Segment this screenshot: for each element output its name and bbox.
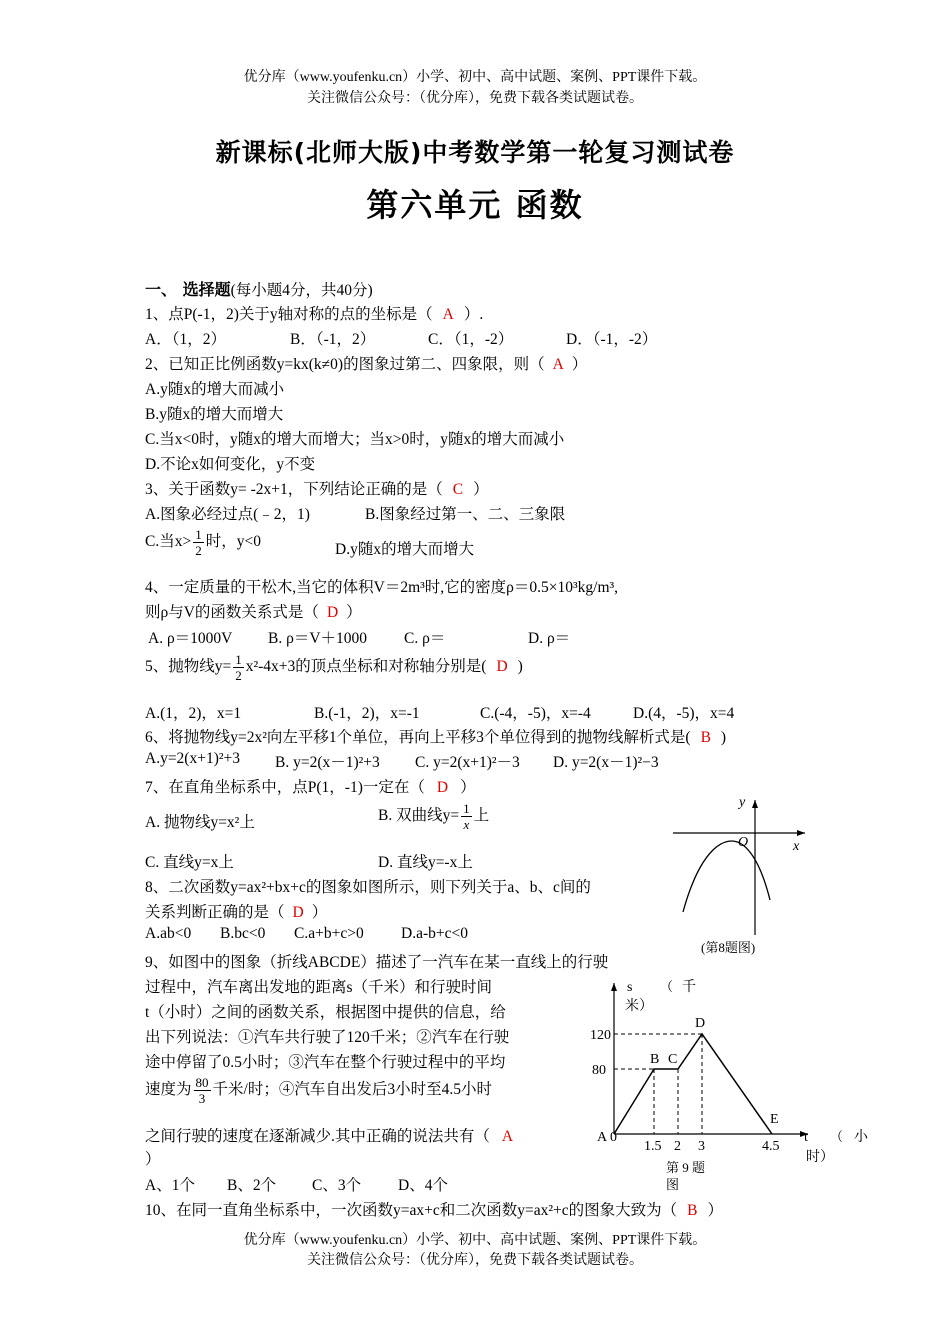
q9-option-c: C、3个 [312, 1177, 362, 1194]
q9-caption-2: 图 [666, 1177, 680, 1192]
q9-s-unit-1: （ [660, 979, 674, 994]
q8-parabola [683, 841, 770, 912]
q5-option-d: D.(4，-5)，x=4 [633, 705, 735, 722]
q10-stem [145, 1198, 723, 1220]
q3-stem [145, 477, 489, 499]
q3-answer: C [452, 481, 464, 498]
q8-line-2-text: 关系判断正确的是（ [145, 904, 285, 921]
q5-frac-den: 2 [235, 668, 242, 683]
header-line-1: 优分库（www.youfenku.cn）小学、初中、高中试题、案例、PPT课件下载。 [243, 70, 707, 85]
q8-line-1: 8、二次函数y=ax²+bx+c的图象如图所示，则下列关于a、b、c间的 [145, 879, 591, 896]
q9-line-6 [145, 1075, 492, 1106]
q6-option-c: C. y=2(x+1)²－3 [415, 754, 520, 771]
q3-frac-num: 1 [195, 527, 202, 542]
q7-stem [145, 775, 476, 797]
q9-line-6-suffix: 千米/时；④汽车自出发后3小时至4.5小时 [212, 1081, 492, 1099]
q9-t-label: t [804, 1130, 808, 1145]
unit-title: 第六单元 函数 [366, 186, 584, 224]
q8-origin-label: O [738, 835, 749, 850]
q2-stem [145, 352, 587, 374]
q4-option-d: D. ρ＝ [528, 630, 571, 647]
q3-option-d: D.y随x的增大而增大 [335, 541, 475, 558]
q2-stem-text: 2、已知正比例函数y=kx(k≠0)的图象过第二、四象限，则（ [145, 356, 545, 373]
q9-figure [590, 975, 870, 1195]
q8-x-label: x [793, 839, 800, 854]
q5-suffix: x²-4x+3的顶点坐标和对称轴分别是( [245, 658, 487, 676]
q9-s-unit-3: 米） [625, 999, 653, 1014]
q9-fraction [194, 1075, 211, 1106]
section-label: 一、 选择题 [145, 280, 231, 299]
q6-option-d: D. y=2(x－1)²−3 [553, 754, 659, 771]
q8-line-2 [145, 900, 327, 922]
q6-answer: B [700, 729, 711, 746]
q10-answer: B [687, 1202, 698, 1219]
q9-tick-80: 80 [592, 1063, 606, 1078]
q4-answer: D [326, 604, 339, 621]
q8-x-arrow-icon [797, 830, 805, 836]
q7-b-suffix: 上 [473, 807, 490, 825]
q9-line-8: ） [145, 1151, 161, 1168]
q6-option-b: B. y=2(x－1)²+3 [275, 754, 380, 771]
q9-caption-1: 第 9 题 [666, 1160, 706, 1175]
q9-t-unit-3: 时） [806, 1150, 834, 1165]
q1-end: ）. [463, 306, 484, 323]
q9-line-7 [145, 1124, 525, 1146]
q4-stem-2 [145, 600, 362, 622]
q1-option-d: D．（-1，-2） [566, 331, 658, 348]
q2-option-d: D.不论x如何变化，y不变 [145, 456, 316, 473]
q4-option-a: A. ρ＝1000V [148, 630, 233, 647]
q7-end: ） [460, 779, 476, 796]
q8-option-c: C.a+b+c>0 [294, 925, 364, 942]
footer-line-1: 优分库（www.youfenku.cn）小学、初中、高中试题、案例、PPT课件下载。 [243, 1233, 707, 1248]
q9-tick-3: 3 [698, 1139, 705, 1154]
q9-tick-1-5: 1.5 [644, 1139, 662, 1154]
q9-point-b: B [650, 1052, 660, 1067]
q5-option-c: C.(-4，-5)，x=-4 [480, 705, 591, 722]
q5-option-b: B.(-1，2)，x=-1 [314, 705, 420, 722]
q5-prefix: 5、抛物线y= [145, 658, 232, 676]
q5-stem [145, 652, 523, 683]
q7-fraction [461, 801, 472, 832]
q1-option-b: B．（-1，2） [290, 331, 376, 348]
q9-frac-den: 3 [198, 1091, 206, 1106]
q7-b-prefix: B. 双曲线y= [378, 807, 460, 825]
q4-option-b: B. ρ＝V＋1000 [268, 630, 368, 647]
q8-y-arrow-icon [752, 800, 758, 808]
q4-stem-text: 则ρ与V的函数关系式是（ [145, 604, 319, 621]
q8-end: ） [311, 904, 328, 921]
q9-polyline-abcde [614, 1034, 772, 1134]
q9-point-a: A [597, 1130, 608, 1145]
q2-option-c: C.当x<0时，y随x的增大而增大；当x>0时，y随x的增大而减小 [145, 431, 565, 448]
q1-option-c: C．（1，-2） [428, 331, 514, 348]
q3-c-prefix: C.当x> [145, 533, 192, 551]
q9-option-a: A、1个 [145, 1177, 195, 1194]
q8-figure [665, 790, 815, 960]
q8-y-label: y [739, 795, 746, 810]
q3-fraction [193, 527, 204, 558]
q1-stem [145, 302, 483, 324]
q9-option-d: D、4个 [398, 1177, 448, 1194]
q2-end: ） [571, 356, 588, 373]
q9-tick-4-5: 4.5 [762, 1139, 780, 1154]
q9-tick-0: 0 [610, 1130, 617, 1145]
q8-option-b: B.bc<0 [220, 925, 266, 942]
q3-option-b: B.图象经过第一、二、三象限 [365, 506, 566, 523]
q3-frac-den: 2 [195, 543, 202, 558]
q9-tick-2: 2 [674, 1139, 681, 1154]
q3-c-suffix: 时，y<0 [205, 533, 261, 551]
q4-option-c: C. ρ＝ [404, 630, 446, 647]
q7-option-a: A. 抛物线y=x²上 [145, 814, 255, 831]
q8-answer: D [292, 904, 304, 921]
q7-frac-den: x [463, 817, 470, 832]
q8-option-a: A.ab<0 [145, 925, 192, 942]
q6-option-a: A.y=2(x+1)²+3 [145, 750, 241, 767]
q9-t-unit-2: 小 [854, 1130, 868, 1145]
q3-stem-text: 3、关于函数y= -2x+1，下列结论正确的是（ [145, 481, 443, 498]
q7-option-b [378, 801, 489, 832]
q8-option-d: D.a-b+c<0 [401, 925, 468, 942]
q2-option-a: A.y随x的增大而减小 [145, 381, 285, 398]
q3-end: ） [473, 481, 489, 498]
q10-end: ） [707, 1202, 723, 1219]
q1-stem-text: 1、点P(-1，2)关于y轴对称的点的坐标是（ [145, 306, 433, 323]
q9-point-e: E [770, 1112, 779, 1127]
q9-line-7-text: 之间行驶的速度在逐渐减少.其中正确的说法共有（ [145, 1128, 490, 1145]
q7-option-c: C. 直线y=x上 [145, 854, 234, 871]
q1-answer: A [442, 306, 454, 323]
q6-stem [145, 725, 726, 747]
q9-answer: A [501, 1128, 514, 1145]
q5-frac-num: 1 [235, 652, 242, 667]
q7-option-d: D. 直线y=-x上 [378, 854, 473, 871]
q2-option-b: B.y随x的增大而增大 [145, 406, 284, 423]
q9-s-label: s [627, 980, 633, 995]
q7-frac-num: 1 [463, 801, 470, 816]
q9-line-1: 9、如图中的图象（折线ABCDE）描述了一汽车在某一直线上的行驶 [145, 954, 609, 971]
q9-line-2: 过程中，汽车离出发地的距离s（千米）和行驶时间 [145, 979, 493, 996]
q9-line-6-prefix: 速度为 [145, 1081, 192, 1099]
q9-s-unit-2: 千 [682, 980, 696, 995]
q4-stem-1: 4、一定质量的干松木,当它的体积V＝2m³时,它的密度ρ＝0.5×10³kg/m³, [145, 579, 619, 596]
q2-answer: A [552, 356, 564, 373]
footer-line-2: 关注微信公众号：（优分库），免费下载各类试题试卷。 [307, 1253, 643, 1268]
paper-title: 新课标(北师大版)中考数学第一轮复习测试卷 [215, 138, 735, 167]
q9-line-5: 途中停留了0.5小时；③汽车在整个行驶过程中的平均 [145, 1054, 506, 1071]
q3-option-a: A.图象必经过点(﹣2，1) [145, 506, 310, 523]
q9-frac-num: 80 [195, 1075, 209, 1090]
q3-option-c [145, 527, 261, 558]
q7-answer: D [436, 779, 449, 796]
q1-option-a: A．（1，2） [145, 331, 226, 348]
q9-line-4: 出下列说法：①汽车共行驶了120千米；②汽车在行驶 [145, 1029, 510, 1046]
q10-stem-text: 10、在同一直角坐标系中，一次函数y=ax+c和二次函数y=ax²+c的图象大致为（ [145, 1202, 678, 1219]
q9-s-arrow-icon [611, 983, 617, 991]
q9-point-c: C [668, 1052, 678, 1067]
q9-option-b: B、2个 [227, 1177, 277, 1194]
section-note: (每小题4分，共40分) [230, 282, 373, 299]
q9-point-d: D [695, 1016, 706, 1031]
q6-stem-text: 6、将抛物线y=2x²向左平移1个单位，再向上平移3个单位得到的抛物线解析式是( [145, 729, 691, 746]
q7-stem-text: 7、在直角坐标系中，点P(1，-1)一定在（ [145, 779, 425, 796]
q9-t-unit-1: （ [830, 1129, 844, 1144]
q9-tick-120: 120 [590, 1028, 611, 1043]
q5-answer: D [496, 658, 508, 676]
q5-fraction [233, 652, 244, 683]
q8-caption: (第8题图) [701, 940, 756, 955]
section-heading [145, 277, 373, 300]
q9-line-3: t（小时）之间的函数关系，根据图中提供的信息，给 [145, 1004, 506, 1021]
q5-end: ) [517, 658, 523, 676]
q4-end: ） [346, 604, 362, 621]
header-line-2: 关注微信公众号：（优分库），免费下载各类试题试卷。 [307, 91, 643, 106]
q5-option-a: A.(1，2)，x=1 [145, 705, 242, 722]
q6-end: ) [720, 729, 727, 746]
